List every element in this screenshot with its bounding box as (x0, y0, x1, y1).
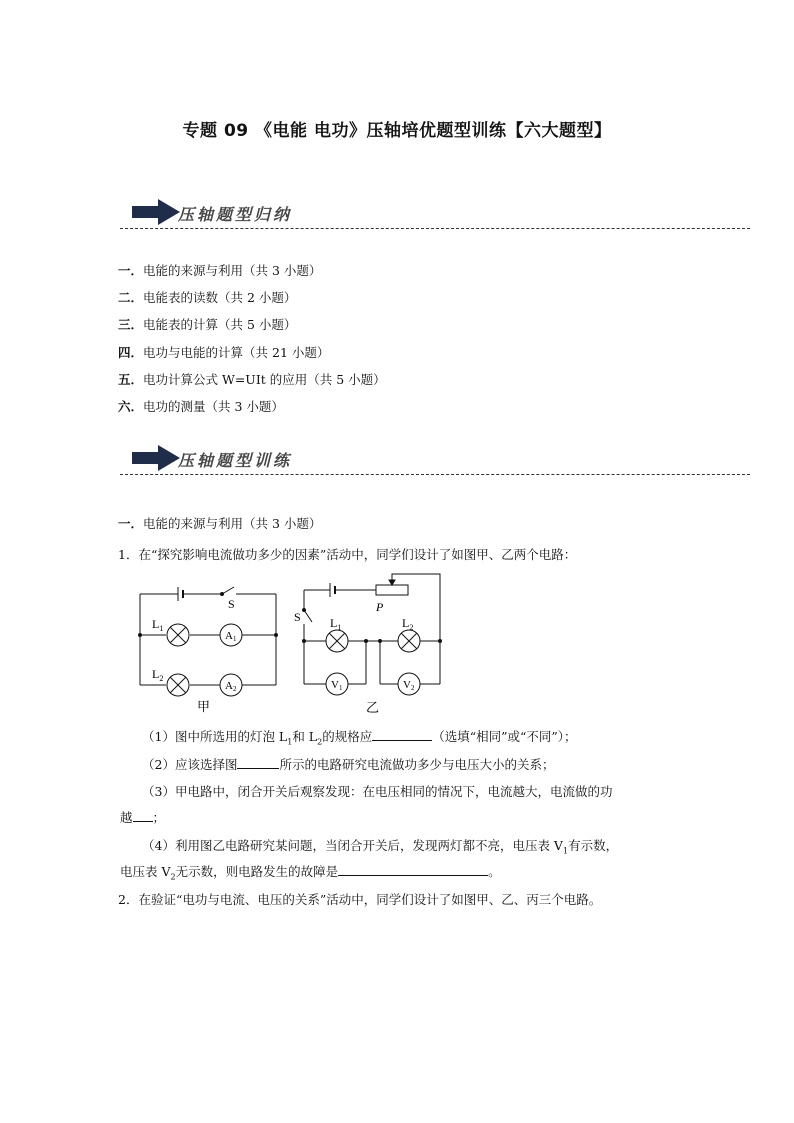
arrow-icon (128, 444, 184, 472)
answer-blank[interactable] (338, 863, 488, 876)
arrow-icon (128, 198, 184, 226)
switch-label: S (228, 597, 235, 611)
toc-item[interactable]: 五．电功计算公式 W=UIt 的应用（共 5 小题） (118, 371, 386, 387)
question-1-part-4: （4）利用图乙电路研究某问题，当闭合开关后，发现两灯都不亮，电压表 $V_1$有示数， (142, 838, 619, 856)
section-banner-summary (120, 198, 750, 238)
svg-text:A2: A2 (225, 680, 237, 693)
svg-text:L1: $L_1$ (330, 616, 342, 632)
switch-label: S (294, 610, 301, 624)
divider (120, 474, 750, 475)
page-title: 专题 09 《电能 电功》压轴培优题型训练【六大题型】 (182, 121, 612, 141)
toc-list (118, 257, 386, 420)
circuit-caption: 乙 (366, 700, 380, 715)
section-heading: 一．电能的来源与利用（共 3 小题） (118, 516, 322, 531)
svg-text:V1: V1 (331, 679, 343, 692)
question-1-part-3: （3）甲电路中，闭合开关后观察发现：在电压相同的情况下，电流越大，电流做的功 (142, 784, 613, 799)
divider (120, 228, 750, 229)
question-1-part-3-cont: 越 ； (120, 810, 166, 825)
toc-item[interactable]: 三．电能表的计算（共 5 小题） (118, 317, 297, 333)
svg-text:L1: $L_1$ (152, 617, 164, 633)
answer-blank[interactable] (372, 728, 432, 741)
toc-item[interactable]: 六．电功的测量（共 3 小题） (118, 398, 284, 414)
section-banner-training (120, 444, 750, 484)
toc-item[interactable]: 二．电能表的读数（共 2 小题） (118, 290, 297, 306)
circuit-diagram-yi (292, 566, 452, 718)
answer-blank[interactable] (237, 756, 279, 769)
question-1-part-1: （1）图中所选用的灯泡 $L_1$和 $L_2$的规格应 （选填“相同”或“不同”）； (142, 729, 577, 747)
answer-blank[interactable] (133, 809, 153, 822)
circuit-diagram-jia (130, 578, 290, 718)
svg-text:V2: V2 (403, 679, 415, 692)
banner-label: 压轴题型训练 (178, 451, 293, 470)
banner-label: 压轴题型归纳 (178, 205, 293, 224)
question-1-part-4-cont: 电压表 $V_2$无示数，则电路发生的故障是 。 (120, 864, 501, 882)
circuit-caption: 甲 (197, 699, 211, 714)
question-1-part-2: （2）应该选择图 所示的电路研究电流做功多少与电压大小的关系； (142, 757, 555, 772)
question-2-stem: 2．在验证“电功与电流、电压的关系”活动中，同学们设计了如图甲、乙、丙三个电路。 (118, 892, 602, 907)
svg-text:L2: $L_2$ (152, 667, 164, 683)
question-1-stem: 1．在“探究影响电流做功多少的因素”活动中，同学们设计了如图甲、乙两个电路： (118, 547, 577, 562)
toc-item[interactable]: 四．电功与电能的计算（共 21 小题） (118, 344, 330, 360)
rheostat-label: P (376, 600, 384, 614)
toc-item[interactable]: 一．电能的来源与利用（共 3 小题） (118, 263, 322, 278)
svg-text:L2: $L_2$ (402, 616, 414, 632)
svg-text:A1: A1 (225, 630, 237, 643)
